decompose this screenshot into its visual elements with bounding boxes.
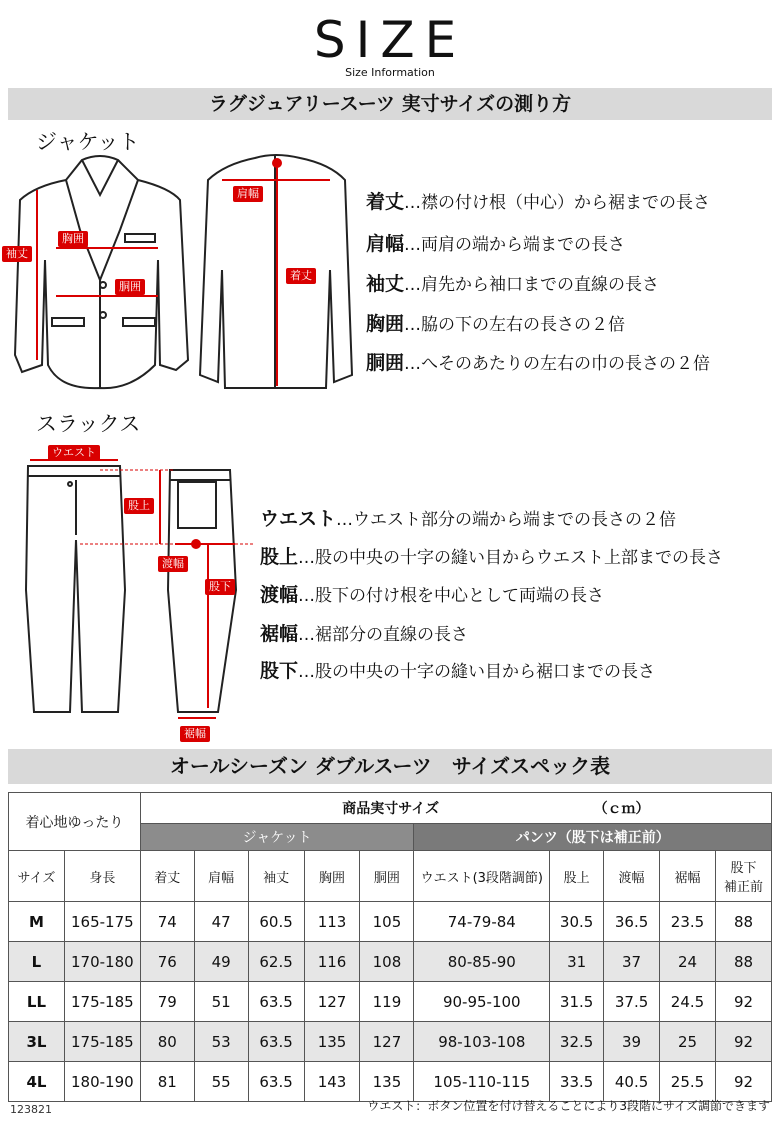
col-rise: 股上 xyxy=(550,851,604,902)
slacks-tag-inseam: 股下 xyxy=(205,579,235,595)
col-body: 胴囲 xyxy=(360,851,414,902)
col-chest: 胸囲 xyxy=(304,851,360,902)
slacks-desc-thigh: 渡幅…股下の付け根を中心として両端の長さ xyxy=(260,584,605,606)
slacks-label: スラックス xyxy=(36,412,141,436)
col-height: 身長 xyxy=(64,851,140,902)
jacket-desc-chest: 胸囲…脇の下の左右の長さの２倍 xyxy=(366,313,626,335)
slacks-tag-hem: 裾幅 xyxy=(180,726,210,742)
col-waist: ウエスト(3段階調節) xyxy=(414,851,550,902)
slacks-desc-hem: 裾幅…裾部分の直線の長さ xyxy=(260,623,469,645)
table-row: 4L 180-190 81 55 63.5 143 135 105-110-115 33.5 40.5 25.5 92 xyxy=(9,1062,772,1102)
jacket-tag-waist: 胴囲 xyxy=(115,279,145,295)
page-title: SIZE xyxy=(313,11,467,69)
jacket-tag-shoulder: 肩幅 xyxy=(233,186,263,202)
slacks-desc-inseam: 股下…股の中央の十字の縫い目から裾口までの長さ xyxy=(260,660,656,682)
section-band-measure: ラグジュアリースーツ 実寸サイズの測り方 xyxy=(8,88,772,120)
section-band-spec: オールシーズン ダブルスーツ サイズスペック表 xyxy=(8,749,772,784)
col-length: 着丈 xyxy=(140,851,194,902)
slacks-tag-thigh: 渡幅 xyxy=(158,556,188,572)
slacks-tag-waist: ウエスト xyxy=(48,445,100,461)
table-row: M 165-175 74 47 60.5 113 105 74-79-84 30.5 36.5 23.5 88 xyxy=(9,902,772,942)
jacket-tag-sleeve: 袖丈 xyxy=(2,246,32,262)
slacks-desc-waist: ウエスト…ウエスト部分の端から端までの長さの２倍 xyxy=(260,508,677,530)
jacket-desc-sleeve: 袖丈…肩先から袖口までの直線の長さ xyxy=(366,273,660,295)
waist-note: ウエスト：ボタン位置を付け替えることにより3段階にサイズ調節できます xyxy=(367,1099,770,1113)
slacks-tag-rise: 股上 xyxy=(124,498,154,514)
jacket-desc-body: 胴囲…へそのあたりの左右の巾の長さの２倍 xyxy=(366,352,711,374)
col-shoulder: 肩幅 xyxy=(194,851,248,902)
table-row: L 170-180 76 49 62.5 116 108 80-85-90 31 37 24 88 xyxy=(9,942,772,982)
col-inseam: 股下 補正前 xyxy=(715,851,771,902)
jacket-group-header: ジャケット xyxy=(140,824,414,851)
page-subtitle: Size Information xyxy=(345,66,435,79)
size-spec-table xyxy=(8,792,772,1102)
col-hem: 裾幅 xyxy=(660,851,716,902)
jacket-tag-chest: 胸囲 xyxy=(58,231,88,247)
jacket-label: ジャケット xyxy=(36,130,140,154)
slacks-desc-rise: 股上…股の中央の十字の縫い目からウエスト上部までの長さ xyxy=(260,546,724,568)
jacket-tag-length: 着丈 xyxy=(286,268,316,284)
jacket-desc-shoulder: 肩幅…両肩の端から端までの長さ xyxy=(366,233,626,255)
pants-group-header: パンツ（股下は補正前） xyxy=(414,824,772,851)
table-row: 3L 175-185 80 53 63.5 135 127 98-103-108 32.5 39 25 92 xyxy=(9,1022,772,1062)
product-size-header: 商品実寸サイズ （ｃｍ） xyxy=(140,793,771,824)
product-code: 123821 xyxy=(10,1103,52,1116)
jacket-desc-length: 着丈…襟の付け根（中心）から裾までの長さ xyxy=(366,191,711,213)
col-size: サイズ xyxy=(9,851,65,902)
col-thigh: 渡幅 xyxy=(604,851,660,902)
col-sleeve: 袖丈 xyxy=(248,851,304,902)
table-row: LL 175-185 79 51 63.5 127 119 90-95-100 31.5 37.5 24.5 92 xyxy=(9,982,772,1022)
fit-cell: 着心地ゆったり xyxy=(9,793,141,851)
